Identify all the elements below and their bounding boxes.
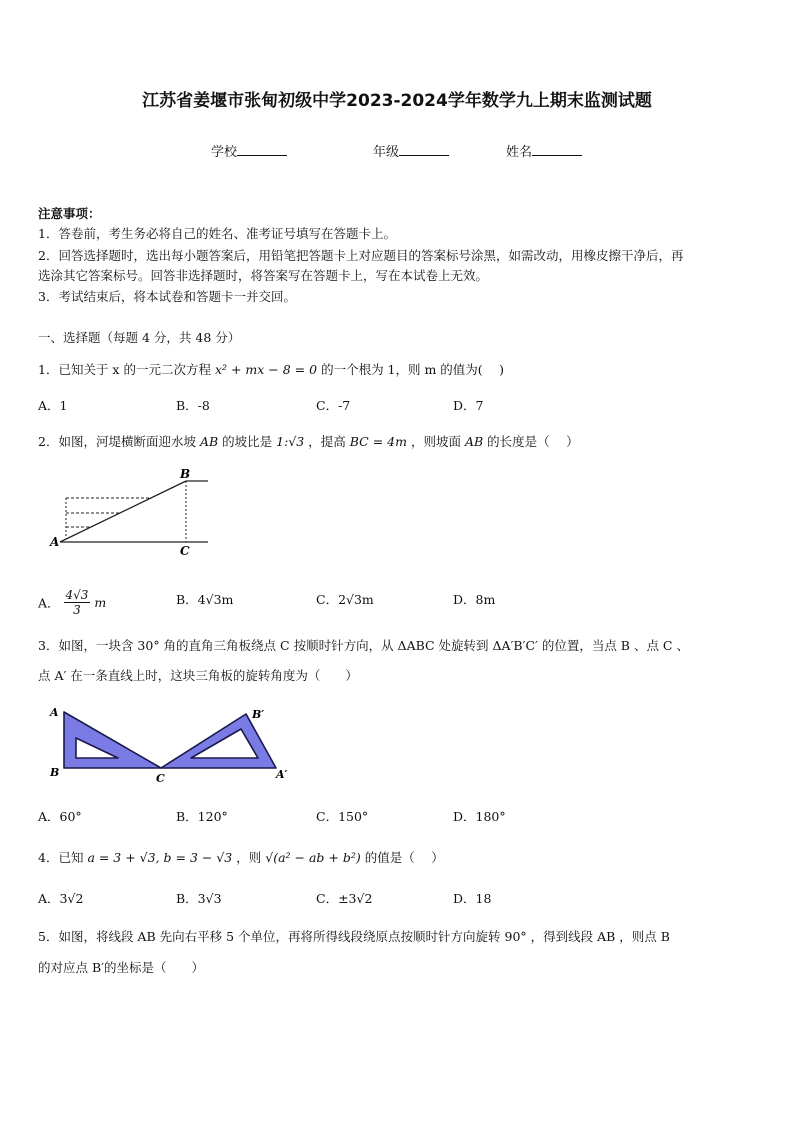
label-a: A bbox=[50, 535, 60, 549]
school-field bbox=[211, 141, 287, 160]
q2-mid1: 的坡比是 bbox=[222, 434, 273, 449]
note-item-2-cont: 选涂其它答案标号。回答非选择题时，将答案写在答题卡上，写在本试卷上无效。 bbox=[38, 268, 489, 283]
q1-option-d: D．7 bbox=[453, 398, 484, 413]
question-3-line-2: 点 A′ 在一条直线上时，这块三角板的旋转角度为（ ） bbox=[38, 668, 358, 683]
q1-prefix: 1．已知关于 x 的一元二次方程 bbox=[38, 362, 211, 377]
school-label: 学校 bbox=[211, 145, 238, 160]
page-title: 江苏省姜堰市张甸初级中学2023-2024学年数学九上期末监测试题 bbox=[142, 91, 652, 111]
label-c: C bbox=[156, 772, 165, 785]
notes-heading: 注意事项： bbox=[38, 206, 101, 221]
q2-ab2: AB bbox=[464, 434, 484, 449]
q4-given: a = 3 + √3, b = 3 − √3 bbox=[87, 850, 233, 865]
note-item-3: 3．考试结束后，将本试卷和答题卡一并交回。 bbox=[38, 289, 296, 304]
q1-suffix: 的一个根为 1，则 m 的值为( ) bbox=[321, 362, 505, 377]
q2-option-a-fraction bbox=[64, 588, 91, 617]
q2-option-a-label: A． bbox=[38, 595, 60, 611]
q2-option-d: D．8m bbox=[453, 592, 496, 607]
grade-field bbox=[373, 141, 449, 160]
question-1 bbox=[38, 360, 504, 378]
q3-triangles-figure bbox=[46, 704, 296, 786]
q3-option-a: A．60° bbox=[38, 809, 82, 824]
q2-prefix: 2．如图，河堤横断面迎水坡 bbox=[38, 434, 196, 449]
note-item-1: 1．答卷前，考生务必将自己的姓名、准考证号填写在答题卡上。 bbox=[38, 226, 396, 241]
q2-ab: AB bbox=[199, 434, 219, 449]
q2-option-a-denominator: 3 bbox=[73, 603, 81, 617]
q2-ratio: 1:√3 bbox=[276, 434, 305, 449]
school-blank bbox=[237, 143, 287, 156]
slope-ab bbox=[60, 481, 186, 542]
question-4 bbox=[38, 848, 444, 866]
q4-option-b: B．3√3 bbox=[176, 891, 222, 906]
q1-option-a: A．1 bbox=[38, 398, 68, 413]
q2-slope-figure bbox=[46, 466, 216, 558]
q1-option-b: B．-8 bbox=[176, 398, 210, 413]
q2-mid3: ，则坡面 bbox=[410, 434, 461, 449]
q4-option-d: D．18 bbox=[453, 891, 492, 906]
q1-option-c: C．-7 bbox=[316, 398, 351, 413]
triangle-a2b2c2 bbox=[161, 714, 276, 768]
label-b-prime: B′ bbox=[252, 708, 265, 721]
q4-expression: √(a² − ab + b²) bbox=[265, 850, 361, 865]
q1-equation: x² + mx − 8 = 0 bbox=[214, 362, 318, 377]
label-b: B bbox=[180, 467, 191, 481]
question-2 bbox=[38, 432, 579, 450]
q2-option-b: B．4√3m bbox=[176, 592, 234, 607]
label-a: A bbox=[50, 706, 59, 719]
q4-mid: ，则 bbox=[236, 850, 262, 865]
label-c: C bbox=[180, 544, 190, 558]
q3-option-c: C．150° bbox=[316, 809, 369, 824]
q2-option-c: C．2√3m bbox=[316, 592, 374, 607]
q2-option-a-unit: m bbox=[94, 595, 107, 610]
question-5-line-1: 5．如图，将线段 AB 先向右平移 5 个单位，再将所得线段绕原点按顺时针方向旋转 90° ，得到线段 AB ，则点 B bbox=[38, 929, 670, 944]
triangle-abc bbox=[64, 712, 161, 768]
q2-suffix: 的长度是（ ） bbox=[487, 434, 579, 449]
grade-label: 年级 bbox=[373, 145, 400, 160]
label-a-prime: A′ bbox=[276, 768, 288, 781]
name-field bbox=[506, 141, 582, 160]
q4-option-a: A．3√2 bbox=[38, 891, 84, 906]
q3-option-b: B．120° bbox=[176, 809, 228, 824]
question-3-line-1: 3．如图，一块含 30° 角的直角三角板绕点 C 按顺时针方向，从 ΔABC 处旋转到 ΔA′B′C′ 的位置，当点 B 、点 C 、 bbox=[38, 638, 689, 653]
q2-option-a-numerator: 4√3 bbox=[65, 588, 89, 602]
note-item-2: 2．回答选择题时，选出每小题答案后，用铅笔把答题卡上对应题目的答案标号涂黑，如需改动，用橡皮擦干净后，再 bbox=[38, 248, 684, 263]
question-5-line-2: 的对应点 B′的坐标是（ ） bbox=[38, 960, 204, 975]
name-label: 姓名 bbox=[506, 145, 533, 160]
q4-suffix: 的值是（ ） bbox=[364, 850, 444, 865]
q2-bc: BC = 4m bbox=[349, 434, 407, 449]
grade-blank bbox=[399, 143, 449, 156]
section-heading: 一、选择题（每题 4 分，共 48 分） bbox=[38, 330, 241, 345]
label-b: B bbox=[50, 766, 60, 779]
name-blank bbox=[532, 143, 582, 156]
q2-mid2: ，提高 bbox=[308, 434, 346, 449]
q4-prefix: 4．已知 bbox=[38, 850, 84, 865]
q2-option-a bbox=[38, 588, 106, 617]
q4-option-c: C．±3√2 bbox=[316, 891, 373, 906]
q3-option-d: D．180° bbox=[453, 809, 506, 824]
